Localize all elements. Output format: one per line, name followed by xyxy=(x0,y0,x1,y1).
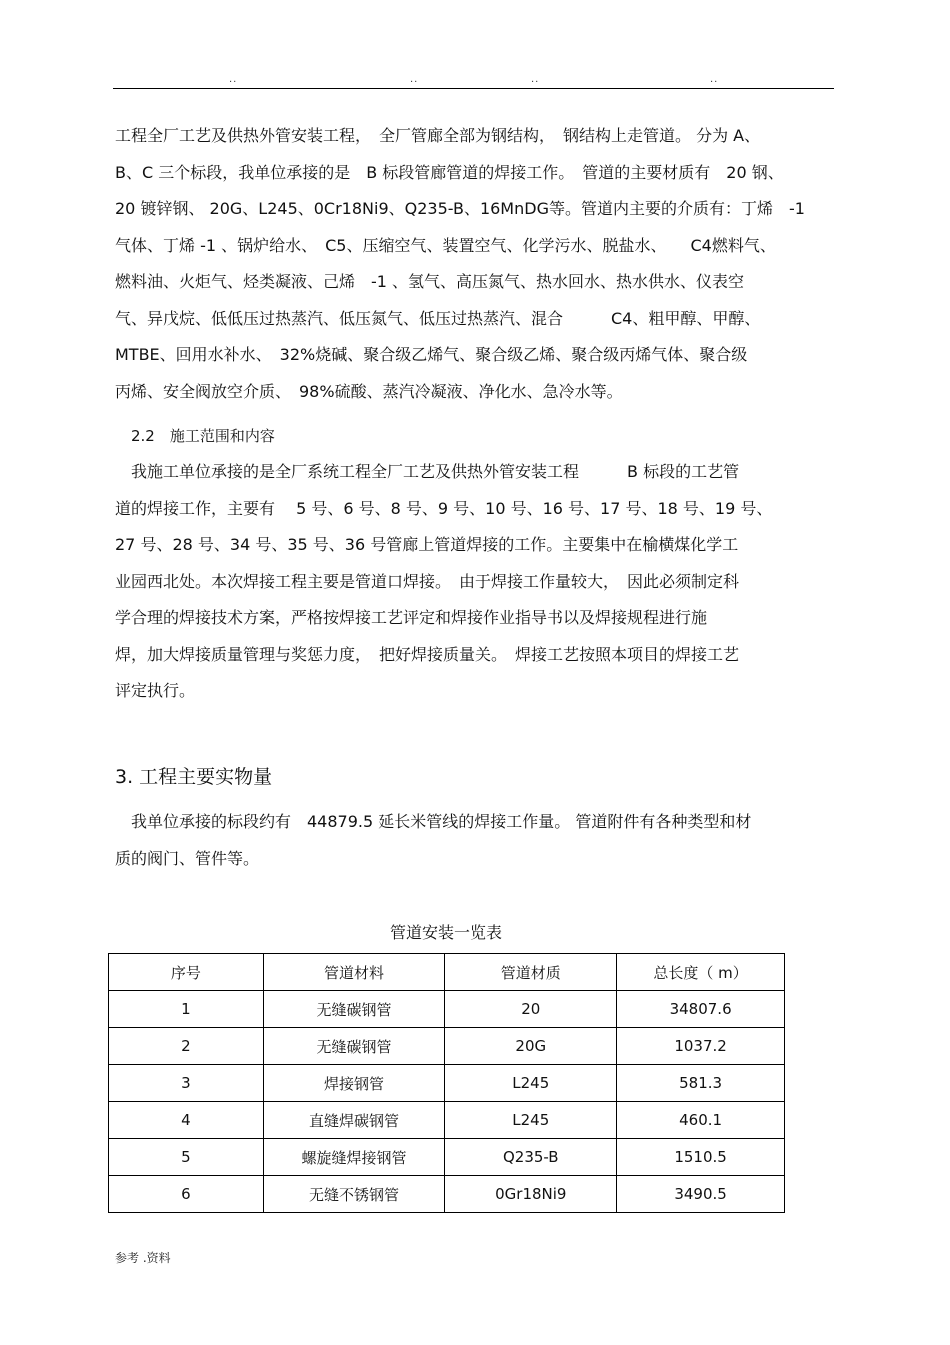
text-line: 27 号、28 号、34 号、35 号、36 号管廊上管道焊接的工作。主要集中在榆横煤化学工 xyxy=(115,535,739,554)
pipe-table xyxy=(108,953,785,1213)
text-line: 焊，加大焊接质量管理与奖惩力度， 把好焊接质量关。 焊接工艺按照本项目的焊接工艺 xyxy=(115,644,740,664)
table-cell: 2 xyxy=(109,1028,264,1065)
intro-paragraph xyxy=(115,118,835,410)
table-row xyxy=(109,1176,785,1213)
column-header: 管道材质 xyxy=(445,954,617,991)
header-dot: .. xyxy=(531,74,540,85)
table-cell: 3 xyxy=(109,1065,264,1102)
text-line: 评定执行。 xyxy=(115,681,196,700)
subsection-title: 2.2 施工范围和内容 xyxy=(131,427,275,445)
text-line: 气体、丁烯 -1 、锅炉给水、 C5、压缩空气、装置空气、化学污水、脱盐水、 C4燃料气、 xyxy=(115,235,776,255)
header-dot: .. xyxy=(229,74,238,85)
table-cell: 焊接钢管 xyxy=(263,1065,445,1102)
column-header: 管道材料 xyxy=(263,954,445,991)
text-line: 道的焊接工作，主要有 5 号、6 号、8 号、9 号、10 号、16 号、17 号、18 号、19 号、 xyxy=(115,498,773,518)
header-dot: .. xyxy=(410,74,419,85)
table-cell: 460.1 xyxy=(617,1102,785,1139)
text-line: MTBE、回用水补水、 32%烧碱、聚合级乙烯气、聚合级乙烯、聚合级丙烯气体、聚合级 xyxy=(115,345,748,364)
table-row xyxy=(109,1028,785,1065)
text-line: 丙烯、安全阀放空介质、 98%硫酸、蒸汽冷凝液、净化水、急冷水等。 xyxy=(115,381,623,401)
section-title: 3. 工程主要实物量 xyxy=(115,766,273,788)
table-cell: 3490.5 xyxy=(617,1176,785,1213)
table-row xyxy=(109,1139,785,1176)
table-cell: 1510.5 xyxy=(617,1139,785,1176)
text-line: 业园西北处。本次焊接工程主要是管道口焊接。 由于焊接工作量较大， 因此必须制定科 xyxy=(115,571,740,591)
table-cell: 直缝焊碳钢管 xyxy=(263,1102,445,1139)
table-cell: 20G xyxy=(445,1028,617,1065)
text-line: 质的阀门、管件等。 xyxy=(115,848,260,868)
header-dot: .. xyxy=(710,74,719,85)
text-line: B、C 三个标段，我单位承接的是 B 标段管廊管道的焊接工作。 管道的主要材质有 20 钢、 xyxy=(115,162,784,182)
column-header: 序号 xyxy=(109,954,264,991)
table-cell: 1 xyxy=(109,991,264,1028)
text-line: 学合理的焊接技术方案，严格按焊接工艺评定和焊接作业指导书以及焊接规程进行施 xyxy=(115,608,708,627)
table-row xyxy=(109,1102,785,1139)
table-cell: 0Gr18Ni9 xyxy=(445,1176,617,1213)
table-cell: L245 xyxy=(445,1065,617,1102)
table-cell: L245 xyxy=(445,1102,617,1139)
text-line: 工程全厂工艺及供热外管安装工程， 全厂管廊全部为钢结构， 钢结构上走管道。 分为 A、 xyxy=(115,126,761,145)
table-header-row xyxy=(109,954,785,991)
footer-note: 参考 .资料 xyxy=(115,1251,171,1265)
text-line: 燃料油、火炬气、烃类凝液、己烯 -1 、氢气、高压氮气、热水回水、热水供水、仪表空 xyxy=(115,272,745,291)
table-cell: 无缝碳钢管 xyxy=(263,1028,445,1065)
table-cell: 无缝不锈钢管 xyxy=(263,1176,445,1213)
table-cell: 6 xyxy=(109,1176,264,1213)
table-cell: 581.3 xyxy=(617,1065,785,1102)
table-cell: 无缝碳钢管 xyxy=(263,991,445,1028)
table-cell: 20 xyxy=(445,991,617,1028)
table-cell: 螺旋缝焊接钢管 xyxy=(263,1139,445,1176)
header-dots xyxy=(0,74,950,86)
column-header: 总长度（ m） xyxy=(617,954,785,991)
text-line: 气、异戊烷、低低压过热蒸汽、低压氮气、低压过热蒸汽、混合 C4、粗甲醇、甲醇、 xyxy=(115,308,761,328)
table-cell: 4 xyxy=(109,1102,264,1139)
table-caption: 管道安装一览表 xyxy=(389,923,502,942)
text-line: 我施工单位承接的是全厂系统工程全厂工艺及供热外管安装工程 B 标段的工艺管 xyxy=(115,462,740,481)
text-line: 我单位承接的标段约有 44879.5 延长米管线的焊接工作量。 管道附件有各种类型和材 xyxy=(115,812,752,831)
table-row xyxy=(109,1065,785,1102)
quantity-paragraph xyxy=(115,804,835,877)
table-cell: 34807.6 xyxy=(617,991,785,1028)
table-cell: 1037.2 xyxy=(617,1028,785,1065)
header-rule xyxy=(113,88,834,89)
table-cell: Q235-B xyxy=(445,1139,617,1176)
scope-paragraph xyxy=(115,454,835,710)
table-cell: 5 xyxy=(109,1139,264,1176)
text-line: 20 镀锌钢、 20G、L245、0Cr18Ni9、Q235-B、16MnDG等。管道内主要的介质有：丁烯 -1 xyxy=(115,199,805,218)
table-row xyxy=(109,991,785,1028)
